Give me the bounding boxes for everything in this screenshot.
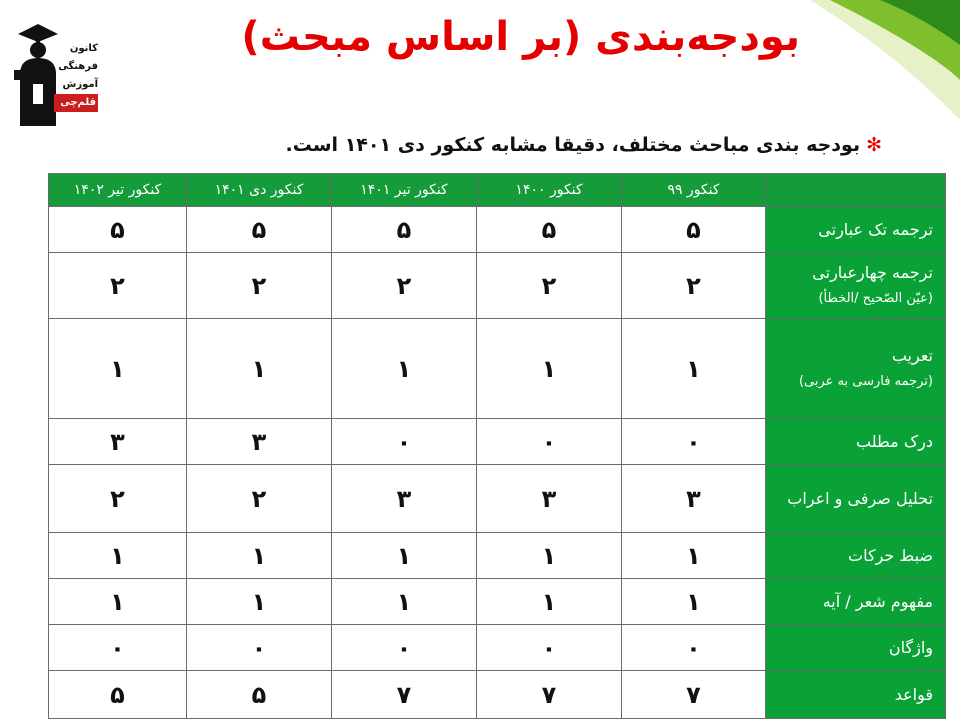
row-label: ضبط حرکات (848, 545, 933, 565)
value-cell: ۱ (477, 533, 622, 579)
row-label: واژگان (888, 637, 933, 657)
row-label-cell (766, 319, 946, 419)
table-row (49, 253, 946, 319)
value-cell: ۵ (187, 207, 332, 253)
value-cell: ۳ (49, 419, 187, 465)
value-cell: ۵ (622, 207, 766, 253)
value-cell: ۱ (622, 579, 766, 625)
value-cell: ۱ (477, 319, 622, 419)
row-label-cell (766, 419, 946, 465)
page-title: بودجه‌بندی (بر اساس مبحث) (241, 14, 800, 60)
value-cell: ۲ (49, 465, 187, 533)
table-row (49, 671, 946, 719)
value-cell: ۰ (49, 625, 187, 671)
value-cell: ۷ (332, 671, 477, 719)
value-cell: ۲ (332, 253, 477, 319)
asterisk-icon: ✻ (866, 134, 882, 156)
column-header: کنکور دی ۱۴۰۱ (187, 174, 332, 207)
table-header-row (49, 174, 946, 207)
value-cell: ۳ (622, 465, 766, 533)
logo-line: آموزش (62, 79, 98, 90)
row-label: ترجمه تک عبارتی (818, 219, 933, 239)
value-cell: ۱ (332, 579, 477, 625)
value-cell: ۷ (622, 671, 766, 719)
column-header: کنکور تیر ۱۴۰۲ (49, 174, 187, 207)
row-label-cell (766, 671, 946, 719)
table-row (49, 533, 946, 579)
row-label-cell (766, 253, 946, 319)
column-header: کنکور ۱۴۰۰ (477, 174, 622, 207)
row-label-cell (766, 465, 946, 533)
value-cell: ۱ (49, 579, 187, 625)
value-cell: ۵ (187, 671, 332, 719)
value-cell: ۳ (477, 465, 622, 533)
table-row (49, 465, 946, 533)
logo-line: فرهنگی (58, 61, 98, 72)
table-row (49, 579, 946, 625)
value-cell: ۲ (187, 465, 332, 533)
row-label: ترجمه چهارعبارتی (812, 262, 933, 282)
value-cell: ۱ (332, 533, 477, 579)
column-header: کنکور تیر ۱۴۰۱ (332, 174, 477, 207)
value-cell: ۲ (49, 253, 187, 319)
logo-line: قلم‌چی (54, 94, 98, 112)
value-cell: ۱ (187, 579, 332, 625)
table-row (49, 419, 946, 465)
value-cell: ۷ (477, 671, 622, 719)
value-cell: ۱ (622, 319, 766, 419)
budget-table (48, 173, 946, 719)
subtitle (182, 130, 882, 160)
row-label-cell (766, 625, 946, 671)
value-cell: ۱ (49, 319, 187, 419)
value-cell: ۱ (332, 319, 477, 419)
value-cell: ۰ (477, 625, 622, 671)
value-cell: ۵ (477, 207, 622, 253)
table-row (49, 319, 946, 419)
row-label: درک مطلب (856, 431, 933, 451)
row-sublabel: (عیّن الصّحیح /الخطأ) (818, 290, 933, 306)
value-cell: ۵ (49, 671, 187, 719)
value-cell: ۰ (187, 625, 332, 671)
row-label-cell (766, 533, 946, 579)
row-label: تعریب (891, 345, 933, 365)
value-cell: ۰ (477, 419, 622, 465)
table-row (49, 625, 946, 671)
value-cell: ۵ (332, 207, 477, 253)
subtitle-text: بودجه بندی مباحث مختلف، دقیقا مشابه کنکور دی ۱۴۰۱ است. (285, 134, 861, 156)
value-cell: ۵ (49, 207, 187, 253)
value-cell: ۰ (622, 625, 766, 671)
value-cell: ۱ (49, 533, 187, 579)
value-cell: ۰ (332, 419, 477, 465)
value-cell: ۱ (622, 533, 766, 579)
header-corner (766, 174, 946, 207)
logo-text (54, 40, 98, 112)
row-sublabel: (ترجمه فارسی به عربی) (798, 373, 933, 389)
row-label: مفهوم شعر / آیه (822, 591, 933, 611)
value-cell: ۱ (187, 319, 332, 419)
row-label: قواعد (894, 684, 933, 704)
value-cell: ۰ (622, 419, 766, 465)
value-cell: ۰ (332, 625, 477, 671)
value-cell: ۱ (187, 533, 332, 579)
value-cell: ۲ (477, 253, 622, 319)
value-cell: ۲ (622, 253, 766, 319)
value-cell: ۱ (477, 579, 622, 625)
logo-line: کانون (69, 43, 98, 54)
value-cell: ۲ (187, 253, 332, 319)
row-label-cell (766, 579, 946, 625)
row-label: تحلیل صرفی و اعراب (787, 488, 933, 508)
value-cell: ۳ (187, 419, 332, 465)
value-cell: ۳ (332, 465, 477, 533)
column-header: کنکور ۹۹ (622, 174, 766, 207)
table-row (49, 207, 946, 253)
row-label-cell (766, 207, 946, 253)
